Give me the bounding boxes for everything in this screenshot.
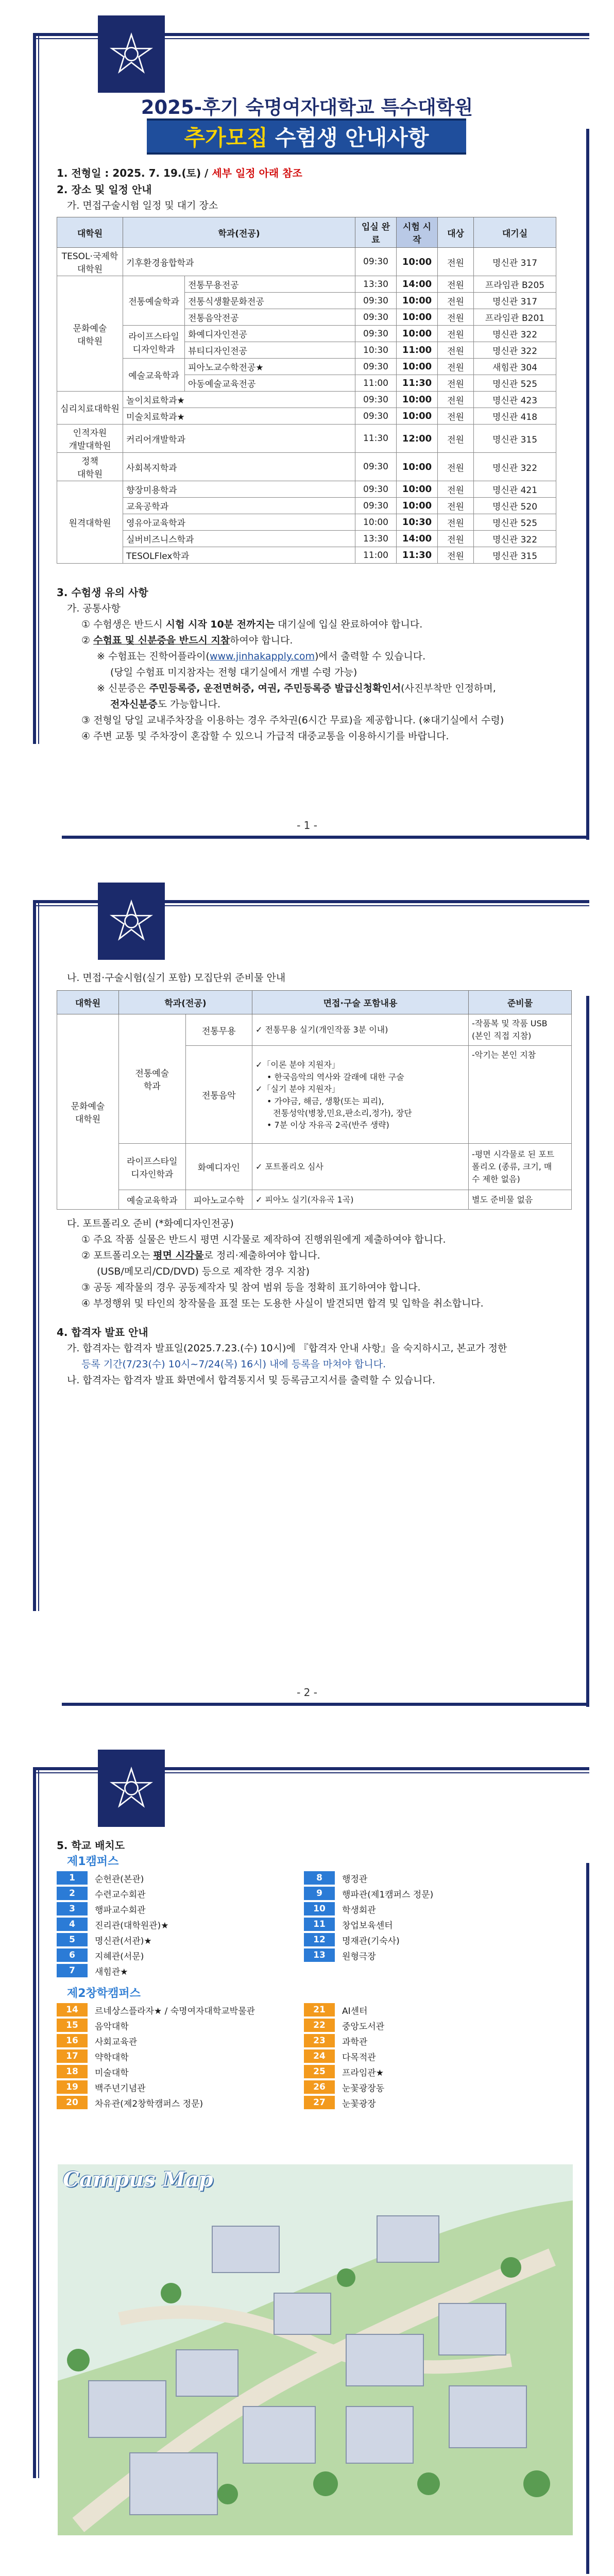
legend-item: 3 행파교수회관 [57,1902,304,1916]
section-4: 4. 합격자 발표 안내 [57,1326,148,1338]
legend-item: 6 지혜관(서문) [57,1948,304,1962]
notice-4: ④ 주변 교통 및 주차장이 혼잡할 수 있으니 가급적 대중교통을 이용하시기를 바랍니다. [81,731,449,742]
notice-3: ③ 전형일 당일 교내주차장을 이용하는 경우 주차권(6시간 무료)을 제공합니다. (※대기실에서 수령) [81,715,504,726]
legend-item: 15 음악대학 [57,2019,304,2032]
legend-item: 20 차유관(제2창학캠퍼스 정문) [57,2096,304,2109]
schedule-row: 뷰티디자인전공 10:30 11:00 전원 명신관 322 [57,342,556,359]
page-1: 2025-후기 숙명여자대학교 특수대학원 추가모집 수험생 안내사항 1. 전형일 : 2025. 7. 19.(토) / 세부 일정 아래 참조 2. 장소 및 일정 안내 가. 면접구술시험 일정 및 대기 장소 대학원 학과(전공) 입실 완료 시험 시작 대상 대기실 TESOL·국제학 대학원 기후환경융합학과 09:30 10:00 전원 명신관 317 문화예술 대학원 전통예술학과 전통무용전공 13:30 14:00 전원 프라임관 B205 전통식생활문화전공 09:30 10:00 전원 명신관 317 전통음악전공 09:30 10:00 전원 프라임관 B201 라이프스타일 디자인학과 화예디자인전공 09:30 10:00 전원 명신관 322 뷰티디자인전공 10:30 11:00 전원 명신관 322 예술교육학과 피아노교수학전공★ 09:30 10:00 전원 새힘관 304 아동예술교육전공 11:00 11:30 전원 명신관 525 심리치료대학원 놀이치료학과★ 09:30 10:00 전원 명신관 423 미술치료학과★ 09:30 10:00 전원 명신관 418 인적자원 개발대학원 커리어개발학과 11:30 12:00 전원 명신관 315 정책 대학원 사회복지학과 09:30 10:00 전원 명신관 322 원격대학원 향장미용학과 09:30 10:00 전원 명신관 421 교육공학과 09:30 10:00 전원 명신관 520 영유아교육학과 10:00 10:30 전원 명신관 525 실버비즈니스학과 13:30 14:00 전원 명신관 322 TESOLFlex학과 11:00 11:30 전원 명신관 315 3. 수험생 유의 사항 가. 공통사항 ① 수험생은 반드시 시험 시작 10분 전까지는 대기실에 입실 완료하여야 합니다. ② 수험표 및 신분증을 반드시 지참하여야 합니다. ※ 수험표는 진학어플라이(www.jinhakapply.com)에서 출력할 수 있습니다. (당일 수험표 미지참자는 전형 대기실에서 개별 수령 가능) ※ 신분증은 주민등록증, 운전면허증, 여권, 주민등록증 발급신청확인서(사진부착만 인정하며, 전자신분증도 가능합니다. ③ 전형일 당일 교내주차장을 이용하는 경우 주차권(6시간 무료)을 제공합니다. (※대기실에서 수령) ④ 주변 교통 및 주차장이 혼잡할 수 있으니 가급적 대중교통을 이용하시기를 바랍니다. - 1 - [0,0,614,867]
map-title: Campus Map [63,2167,213,2192]
notice-2: ② 수험표 및 신분증을 반드시 지참하여야 합니다. [81,635,293,646]
schedule-row: 정책 대학원 사회복지학과 09:30 10:00 전원 명신관 322 [57,453,556,481]
legend-item: 23 과학관 [304,2034,551,2047]
schedule-row: 원격대학원 향장미용학과 09:30 10:00 전원 명신관 421 [57,481,556,498]
section-2: 2. 장소 및 일정 안내 [57,183,152,196]
page-number: - 2 - [297,1686,317,1699]
legend-item: 1 순헌관(본관) [57,1871,304,1885]
schedule-row: 문화예술 대학원 전통예술학과 전통무용전공 13:30 14:00 전원 프라임관 B205 [57,276,556,293]
legend-item: 11 창업보육센터 [304,1918,551,1931]
schedule-row: 인적자원 개발대학원 커리어개발학과 11:30 12:00 전원 명신관 315 [57,425,556,453]
page-number: - 1 - [297,819,317,832]
campus-map [58,2164,573,2535]
legend-item: 8 행정관 [304,1871,551,1885]
page-2: 나. 면접·구술시험(실기 포함) 모집단위 준비물 안내 대학원 학과(전공) 면접·구술 포함내용 준비물 문화예술 대학원 전통예술 학과 전통무용 ✓ 전통무용 실기(개인작품 3분 이내) -작품복 및 작품 USB (본인 직접 지참) 전통음악 ✓「이론 분야 지원자」 • 한국음악의 역사와 갈래에 대한 구술 ✓「실기 분야 지원자」 • 가야금, 해금, 생황(또는 피리), 전통성악(병창,민요,판소리,정가), 장단 • 7분 이상 자유곡 2곡(반주 생략) -악기는 본인 지참 라이프스타일 디자인학과 화예디자인 ✓ 포트폴리오 심사 -평면 시각물로 된 포트 폴리오 (종류, 크기, 매 수 제한 없음) 예술교육학과 피아노교수학 ✓ 피아노 실기(자유곡 1곡) 별도 준비물 없음 다. 포트폴리오 준비 (*화예디자인전공) ① 주요 작품 실물은 반드시 평면 시각물로 제작하여 진행위원에게 제출하여야 합니다. ② 포트폴리오는 평면 시각물로 정리·제출하여야 합니다. (USB/메모리/CD/DVD) 등으로 제작한 경우 지참) ③ 공동 제작물의 경우 공동제작자 및 참여 범위 등을 정확히 표기하여야 합니다. ④ 부정행위 및 타인의 창작물을 표절 또는 도용한 사실이 발견되면 합격 및 입학을 취소합니다. 4. 합격자 발표 안내 가. 합격자는 합격자 발표일(2025.7.23.(수) 10시)에 『합격자 안내 사항』을 숙지하시고, 본교가 정한 등록 기간(7/23(수) 10시~7/24(목) 16시) 내에 등록을 마쳐야 합니다. 나. 합격자는 합격자 발표 화면에서 합격통지서 및 등록금고지서를 출력할 수 있습니다. - 2 - [0,867,614,1734]
schedule-row: 영유아교육학과 10:00 10:30 전원 명신관 525 [57,514,556,531]
schedule-row: TESOLFlex학과 11:00 11:30 전원 명신관 315 [57,547,556,564]
legend-item: 13 원형극장 [304,1948,551,1962]
schedule-row: 예술교육학과 피아노교수학전공★ 09:30 10:00 전원 새힘관 304 [57,359,556,375]
legend-item: 2 수련교수회관 [57,1887,304,1900]
schedule-row: 교육공학과 09:30 10:00 전원 명신관 520 [57,498,556,514]
schedule-row: 아동예술교육전공 11:00 11:30 전원 명신관 525 [57,375,556,392]
legend-item: 27 눈꽃광장 [304,2096,551,2109]
jinhakapply-link[interactable]: www.jinhakapply.com [209,651,315,662]
section-5: 5. 학교 배치도 [57,1839,125,1852]
legend-item: 9 행파관(제1캠퍼스 정문) [304,1887,551,1900]
legend-item: 21 AI센터 [304,2003,551,2016]
university-emblem-icon [98,1750,165,1827]
legend-item: 4 진리관(대학원관)★ [57,1918,304,1931]
legend-item: 17 약학대학 [57,2049,304,2063]
schedule-row: 미술치료학과★ 09:30 10:00 전원 명신관 418 [57,408,556,425]
campus2-legend [57,2002,572,2110]
schedule-row: 전통식생활문화전공 09:30 10:00 전원 명신관 317 [57,293,556,309]
section-3: 3. 수험생 유의 사항 [57,586,148,599]
legend-item: 24 다목적관 [304,2049,551,2063]
legend-item: 5 명신관(서관)★ [57,1933,304,1946]
page-title: 2025-후기 숙명여자대학교 특수대학원 [141,96,473,118]
section-1: 1. 전형일 : 2025. 7. 19.(토) / 세부 일정 아래 참조 [57,167,302,179]
schedule-row: 라이프스타일 디자인학과 화예디자인전공 09:30 10:00 전원 명신관 322 [57,326,556,342]
campus1-title: 제1캠퍼스 [67,1855,119,1868]
schedule-row: 심리치료대학원 놀이치료학과★ 09:30 10:00 전원 명신관 423 [57,392,556,408]
university-emblem-icon [98,15,165,93]
legend-item: 14 르네상스플라자★ / 숙명여자대학교박물관 [57,2003,304,2016]
schedule-row: TESOL·국제학 대학원 기후환경융합학과 09:30 10:00 전원 명신관 317 [57,248,556,276]
legend-item: 16 사회교육관 [57,2034,304,2047]
university-emblem-icon [98,883,165,960]
legend-item: 12 명재관(기숙사) [304,1933,551,1946]
notice-1: ① 수험생은 반드시 시험 시작 10분 전까지는 대기실에 입실 완료하여야 합니다. [81,619,423,630]
page-3 [0,1734,614,2576]
schedule-row: 전통음악전공 09:30 10:00 전원 프라임관 B201 [57,309,556,326]
legend-item: 18 미술대학 [57,2065,304,2078]
schedule-row: 실버비즈니스학과 13:30 14:00 전원 명신관 322 [57,531,556,547]
legend-item: 26 눈꽃광장동 [304,2080,551,2094]
legend-item: 19 백주년기념관 [57,2080,304,2094]
portfolio-heading: 다. 포트폴리오 준비 (*화예디자인전공) [67,1218,234,1229]
legend-item: 22 중앙도서관 [304,2019,551,2032]
campus1-legend [57,1870,572,1978]
legend-item: 7 새힘관★ [57,1964,304,1977]
campus2-title: 제2창학캠퍼스 [67,1987,141,2000]
legend-item: 25 프라임관★ [304,2065,551,2078]
prep-intro: 나. 면접·구술시험(실기 포함) 모집단위 준비물 안내 [67,972,286,984]
prep-table: 대학원 학과(전공) 면접·구술 포함내용 준비물 문화예술 대학원 전통예술 학과 전통무용 ✓ 전통무용 실기(개인작품 3분 이내) -작품복 및 작품 USB (본인 직접 지참) 전통음악 ✓「이론 분야 지원자」 • 한국음악의 역사와 갈래에 대한 구술 ✓「실기 분야 지원자」 • 가야금, 해금, 생황(또는 피리), 전통성악(병창,민요,판소리,정가), 장단 • 7분 이상 자유곡 2곡(반주 생략) -악기는 본인 지참 라이프스타일 디자인학과 화예디자인 ✓ 포트폴리오 심사 -평면 시각물로 된 포트 폴리오 (종류, 크기, 매 수 제한 없음) 예술교육학과 피아노교수학 ✓ 피아노 실기(자유곡 1곡) 별도 준비물 없음 [57,990,572,1210]
legend-item: 10 학생회관 [304,1902,551,1916]
interview-schedule-table: 대학원 학과(전공) 입실 완료 시험 시작 대상 대기실 TESOL·국제학 대학원 기후환경융합학과 09:30 10:00 전원 명신관 317 문화예술 대학원 전통예술학과 전통무용전공 13:30 14:00 전원 프라임관 B205 전통식생활문화전공 09:30 10:00 전원 명신관 317 전통음악전공 09:30 10:00 전원 프라임관 B201 라이프스타일 디자인학과 화예디자인전공 09:30 10:00 전원 명신관 322 뷰티디자인전공 10:30 11:00 전원 명신관 322 예술교육학과 피아노교수학전공★ 09:30 10:00 전원 새힘관 304 아동예술교육전공 11:00 11:30 전원 명신관 525 심리치료대학원 놀이치료학과★ 09:30 10:00 전원 명신관 423 미술치료학과★ 09:30 10:00 전원 명신관 418 인적자원 개발대학원 커리어개발학과 11:30 12:00 전원 명신관 315 정책 대학원 사회복지학과 09:30 10:00 전원 명신관 322 원격대학원 향장미용학과 09:30 10:00 전원 명신관 421 교육공학과 09:30 10:00 전원 명신관 520 영유아교육학과 10:00 10:30 전원 명신관 525 실버비즈니스학과 13:30 14:00 전원 명신관 322 TESOLFlex학과 11:00 11:30 전원 명신관 315 [57,217,556,564]
section-2-a: 가. 면접구술시험 일정 및 대기 장소 [67,200,218,211]
title-banner: 추가모집 수험생 안내사항 [147,118,466,155]
